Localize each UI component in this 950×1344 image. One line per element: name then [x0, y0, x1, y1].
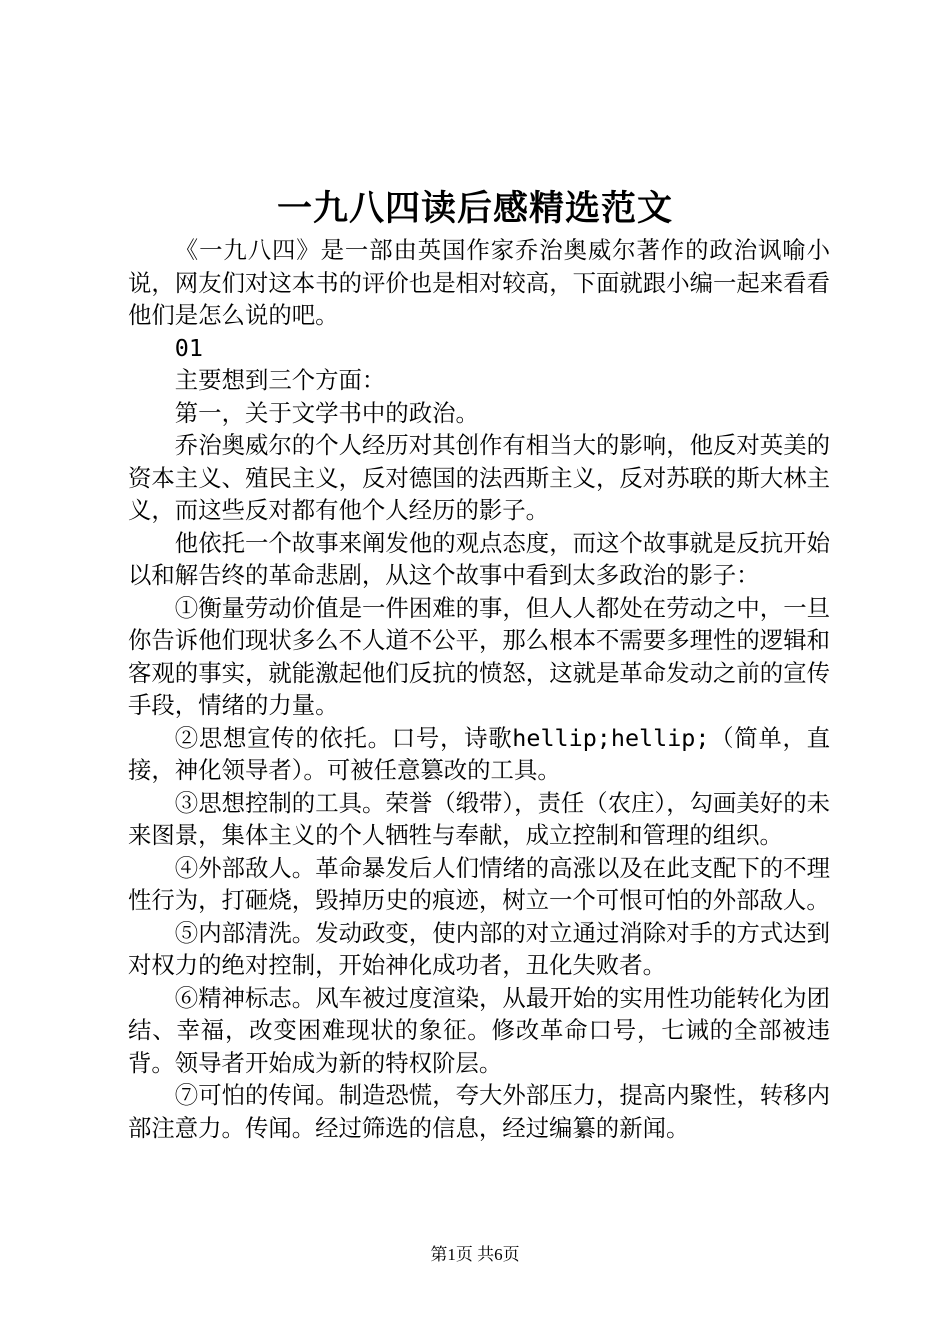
- list-item: ⑥精神标志。风车被过度渲染，从最开始的实用性功能转化为团结、幸福，改变困难现状的象征。修改革命口号，七诫的全部被违背。领导者开始成为新的特权阶层。: [128, 983, 830, 1077]
- paragraph-intro: 《一九八四》是一部由英国作家乔治奥威尔著作的政治讽喻小说，网友们对这本书的评价也是相对较高，下面就跟小编一起来看看他们是怎么说的吧。: [128, 236, 830, 329]
- page-footer: 第1页 共6页: [430, 1245, 520, 1264]
- section-number: 01: [174, 333, 203, 362]
- paragraph: 第一，关于文学书中的政治。: [174, 398, 479, 427]
- list-item: ⑤内部清洗。发动政变，使内部的对立通过消除对手的方式达到对权力的绝对控制，开始神化成功者，丑化失败者。: [128, 918, 830, 979]
- list-item: ②思想宣传的依托。口号，诗歌hellip;hellip;（简单，直接，神化领导者）。可被任意篡改的工具。: [128, 723, 830, 784]
- list-item: ①衡量劳动价值是一件困难的事，但人人都处在劳动之中，一旦你告诉他们现状多么不人道不公平，那么根本不需要多理性的逻辑和客观的事实，就能激起他们反抗的愤怒，这就是革命发动之前的宣传手段，情绪的力量。: [128, 593, 830, 719]
- list-item: ④外部敌人。革命暴发后人们情绪的高涨以及在此支配下的不理性行为，打砸烧，毁掉历史的痕迹，树立一个可恨可怕的外部敌人。: [128, 853, 830, 914]
- document-body: [128, 234, 830, 1144]
- paragraph: 乔治奥威尔的个人经历对其创作有相当大的影响，他反对英美的资本主义、殖民主义，反对德国的法西斯主义，反对苏联的斯大林主义，而这些反对都有他个人经历的影子。: [128, 431, 830, 524]
- list-item: ⑦可怕的传闻。制造恐慌，夸大外部压力，提高内聚性，转移内部注意力。传闻。经过筛选的信息，经过编纂的新闻。: [128, 1081, 830, 1142]
- paragraph: 主要想到三个方面：: [174, 366, 386, 394]
- document-title: 一九八四读后感精选范文: [276, 188, 673, 229]
- paragraph: 他依托一个故事来阐发他的观点态度，而这个故事就是反抗开始以和解告终的革命悲剧，从这个故事中看到太多政治的影子：: [128, 528, 830, 589]
- list-item: ③思想控制的工具。荣誉（缎带），责任（农庄），勾画美好的未来图景，集体主义的个人牺牲与奉献，成立控制和管理的组织。: [128, 788, 830, 849]
